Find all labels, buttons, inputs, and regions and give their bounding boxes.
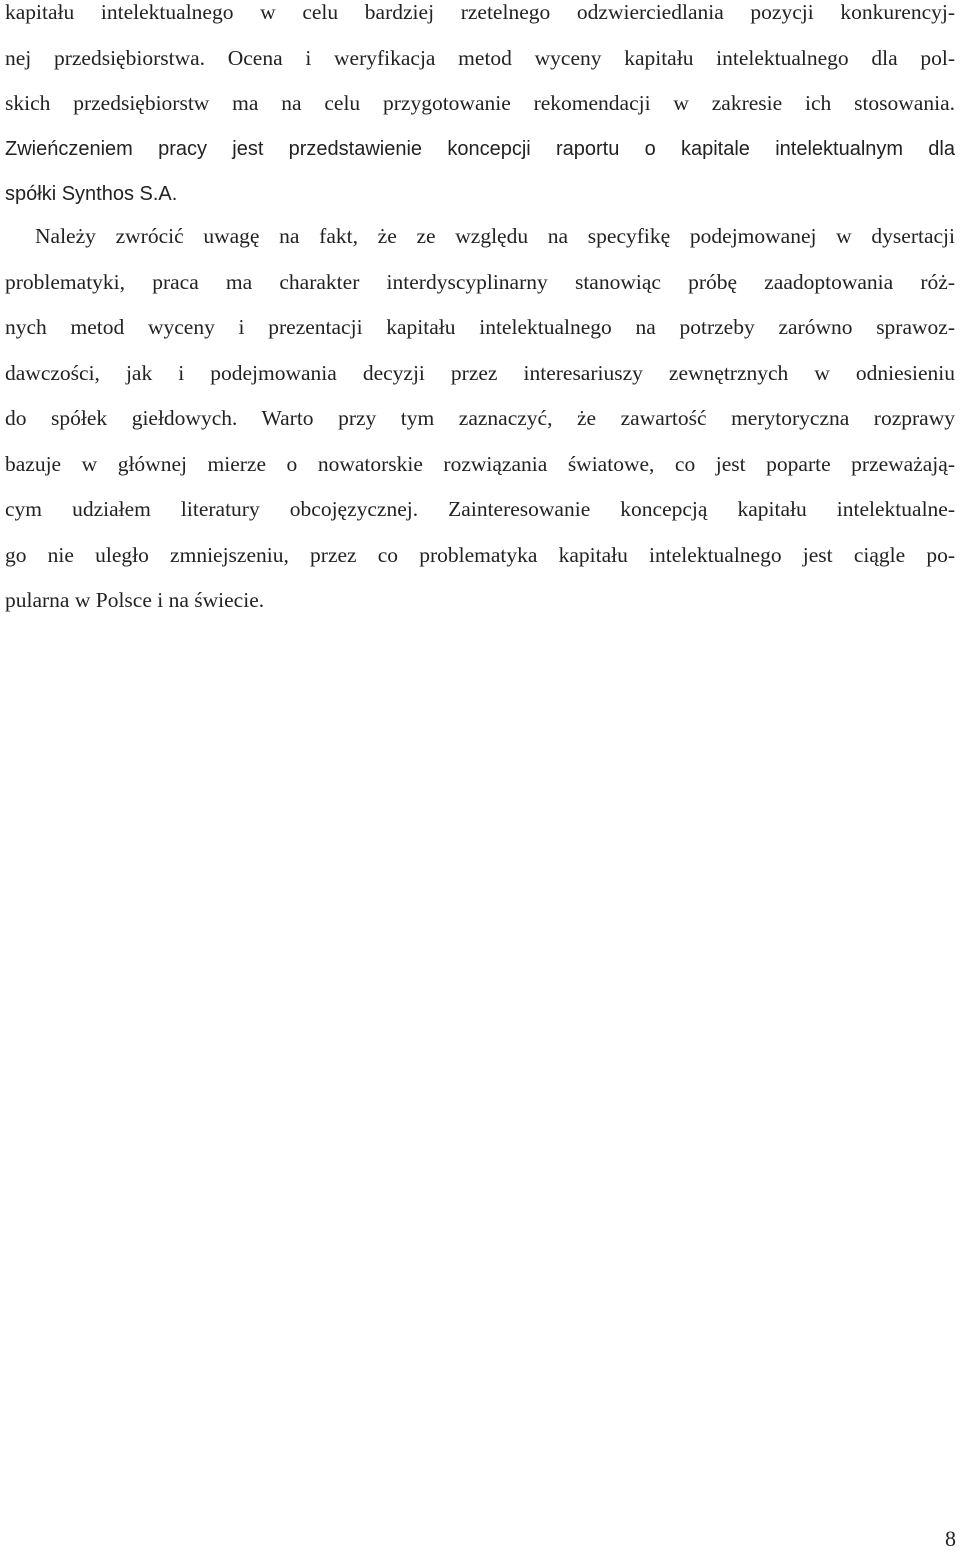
paragraph-2-line-3: nych metod wyceny i prezentacji kapitału intelektualnego na potrzeby zarówno sprawoz- (5, 315, 955, 339)
paragraph-2-line-5-part-1: do spółek giełdowych. (5, 406, 238, 430)
paragraph-1 (5, 0, 955, 218)
paragraph-2-line-9: pularna w Polsce i na świecie. (5, 588, 265, 612)
page-number: 8 (945, 1526, 956, 1551)
paragraph-2-line-4: dawczości, jak i podejmowania decyzji przez interesariuszy zewnętrznych w odniesieniu (5, 360, 955, 385)
paragraph-1-line-5: spółki Synthos S.A. (5, 183, 178, 205)
paragraph-2 (5, 214, 955, 624)
paragraph-2-line-5 (5, 396, 955, 442)
paragraph-1-line-1: kapitału intelektualnego w celu bardziej rzetelnego odzwierciedlania pozycji konkurencyj- (5, 0, 955, 24)
paragraph-2-line-6: bazuje w głównej mierze o nowatorskie rozwiązania światowe, co jest poparte przeważają- (5, 451, 955, 476)
paragraph-2-line-7-part-2: Zainteresowanie koncepcją kapitału intelektualne- (448, 497, 956, 521)
paragraph-2-line-1: Należy zwrócić uwagę na fakt, że ze względu na specyfikę podejmowanej w dysertacji (35, 224, 955, 248)
paragraph-1-line-3: skich przedsiębiorstw ma na celu przygotowanie rekomendacji w zakresie ich stosowania. (5, 91, 955, 115)
paragraph-1-line-4: Zwieńczeniem pracy jest przedstawienie koncepcji raportu o kapitale intelektualnym dla (5, 137, 955, 160)
paragraph-2-line-7-part-1: cym udziałem literatury obcojęzycznej. (5, 497, 419, 521)
paragraph-2-line-7 (5, 487, 955, 533)
paragraph-2-line-8: go nie uległo zmniejszeniu, przez co problematyka kapitału intelektualnego jest ciągle po- (5, 542, 955, 567)
paragraph-2-line-5-part-2: Warto przy tym zaznaczyć, że zawartość merytoryczna rozprawy (261, 406, 955, 430)
paragraph-1-line-2: nej przedsiębiorstwa. Ocena i weryfikacja metod wyceny kapitału intelektualnego dla pol- (5, 45, 955, 70)
paragraph-2-line-2: problematyki, praca ma charakter interdyscyplinarny stanowiąc próbę zaadoptowania róż- (5, 269, 955, 294)
